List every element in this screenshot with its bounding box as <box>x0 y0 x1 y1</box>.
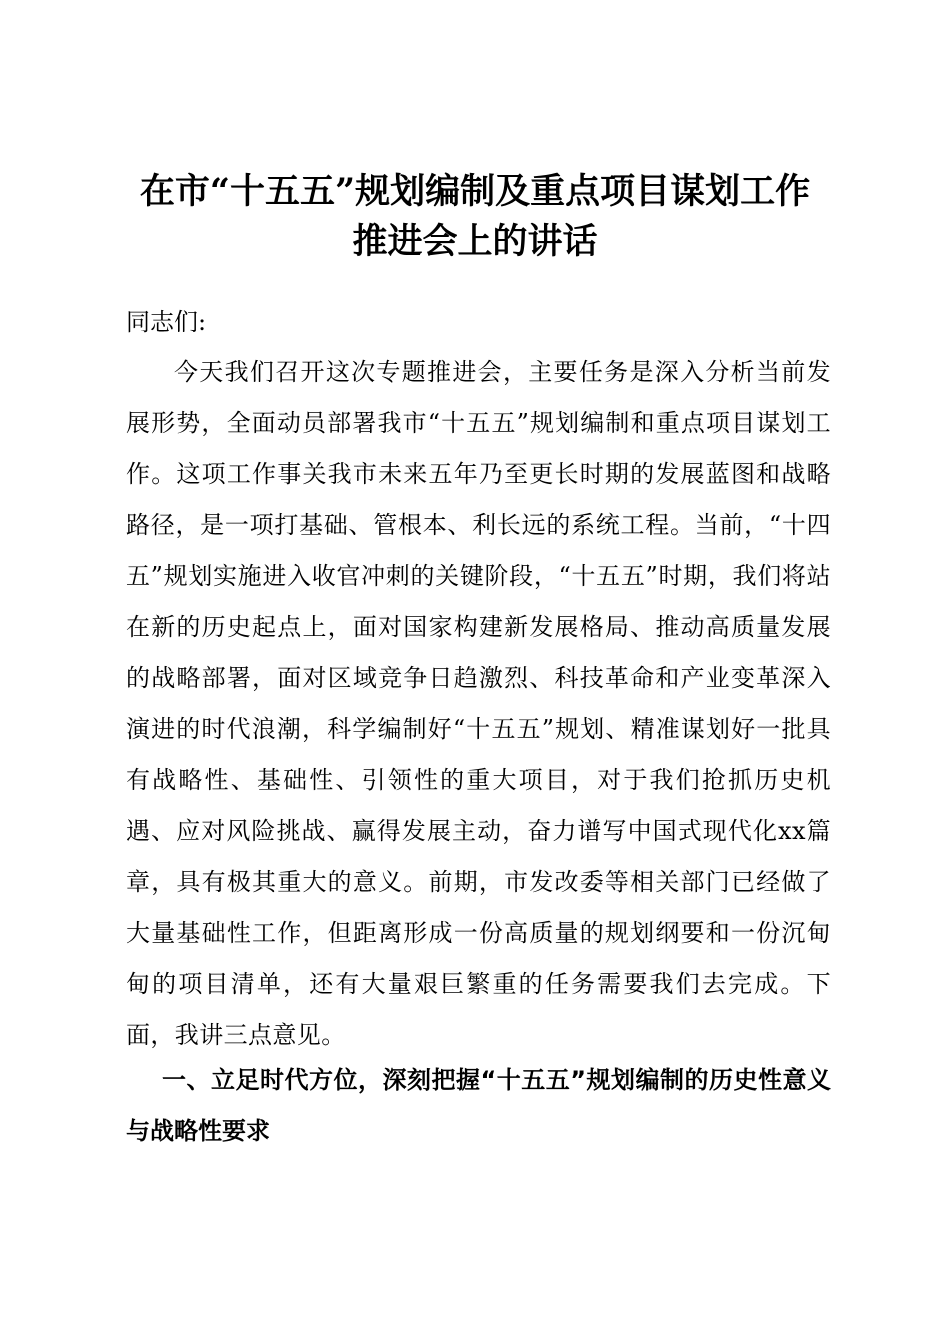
salutation: 同志们: <box>126 308 207 336</box>
document-title-line-2: 推进会上的讲话 <box>352 221 598 262</box>
section-heading-1: 一、立足时代方位，深刻把握“十五五”规划编制的历史性意义与战略性要求 <box>126 1066 831 1145</box>
document-title-line-1: 在市“十五五”规划编制及重点项目谋划工作 <box>139 171 811 212</box>
paragraph-intro: 今天我们召开这次专题推进会，主要任务是深入分析当前发展形势，全面动员部署我市“十五五”规划编制和重点项目谋划工作。这项工作事关我市未来五年乃至更长时期的发展蓝图和战略路径，是一项打基础、管根本、利长远的系统工程。当前，“十四五”规划实施进入收官冲刺的关键阶段，“十五五”时期，我们将站在新的历史起点上，面对国家构建新发展格局、推动高质量发展的战略部署，面对区域竞争日趋激烈、科技革命和产业变革深入演进的时代浪潮，科学编制好“十五五”规划、精准谋划好一批具有战略性、基础性、引领性的重大项目，对于我们抢抓历史机遇、应对风险挑战、赢得发展主动，奋力谱写中国式现代化xx篇章，具有极其重大的意义。前期，市发改委等相关部门已经做了大量基础性工作，但距离形成一份高质量的规划纲要和一份沉甸甸的项目清单，还有大量艰巨繁重的任务需要我们去完成。下面，我讲三点意见。 <box>126 358 831 1049</box>
